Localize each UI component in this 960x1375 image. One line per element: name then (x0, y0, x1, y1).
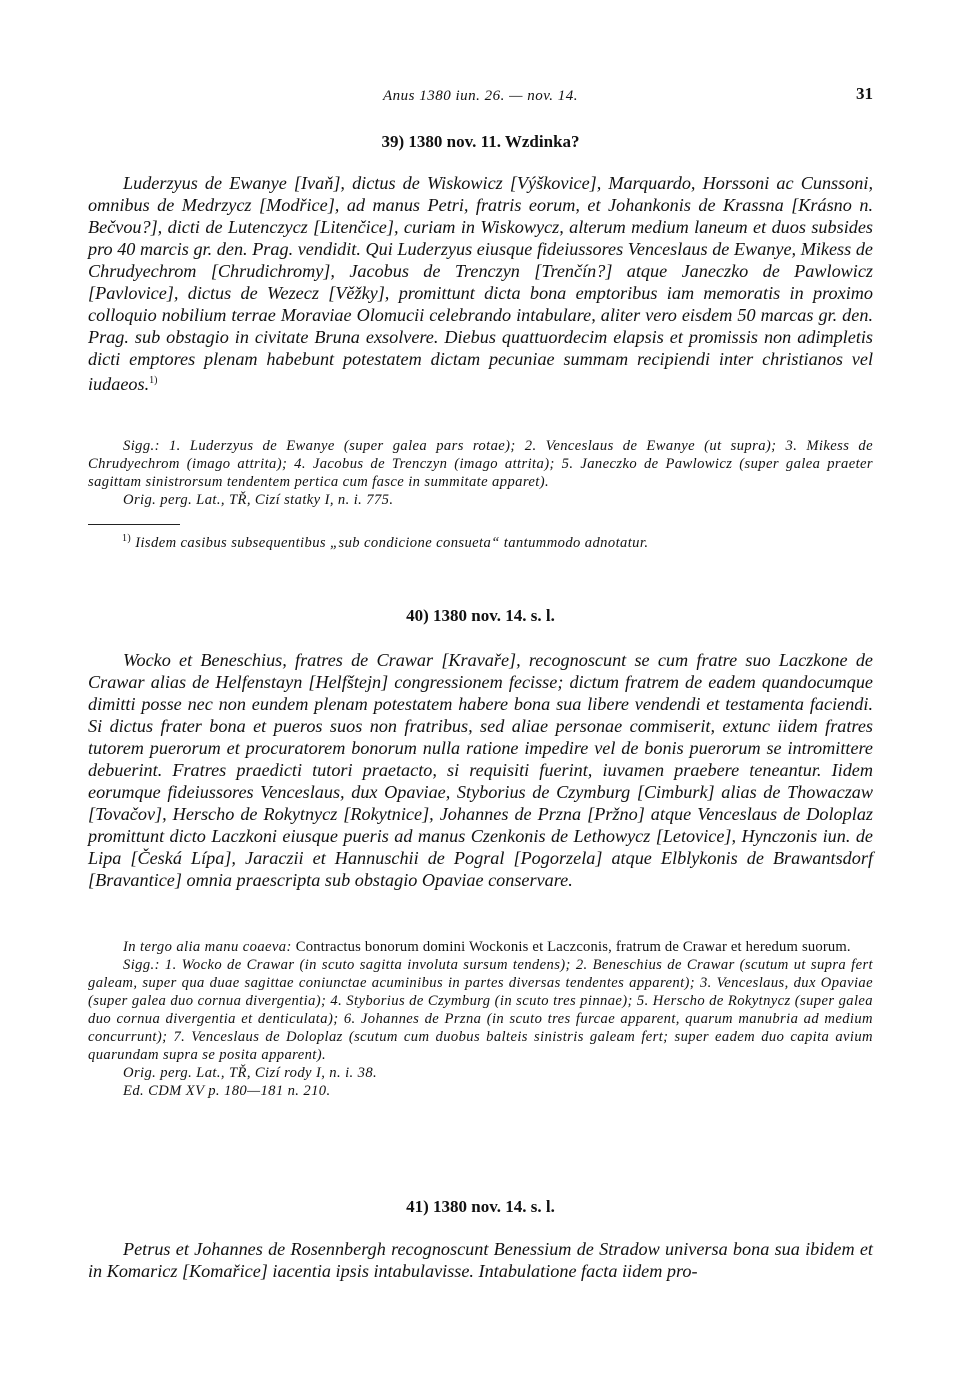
sigg-text: 1. Wocko de Crawar (in scuto sagitta involuta sursum tendens); 2. Beneschius de Crawar (scutum ut supra fert galeam, super qua duae sagittae coniunctae acuminibus in partes diversas tendentes apparent); 3. Venceslaus, dux Opaviae (super galea duo cornua divergentia); 4. Styborius de Czymburg (in scuto tres pinnae); 5. Herscho de Rokytnycz (super galea duo cornua divergentia et denticulata); 6. Johannes de Przna (in scuto tres furcae apparent, quarum manubria ad medium concurrunt); 7. Venceslaus de Doloplaz (scutum cum duobus balteis sinistris galeam fert; super eadem duo capita avium quarundam supra se posita apparent). (88, 957, 873, 1063)
entry-heading-41: 41) 1380 nov. 14. s. l. (406, 1197, 555, 1216)
tergo-text: Contractus bonorum domini Wockonis et Laczconis, fratrum de Crawar et heredum suorum. (295, 939, 851, 955)
page-header (88, 84, 873, 108)
entry-text-39-content: Luderzyus de Ewanye [Ivaň], dictus de Wiskowicz [Výškovice], Marquardo, Horssoni ac Cunssoni, omnibus de Medrzycz [Modřice], ad manus Petri, fratris eorum, et Johankonis de Krassna [Krásno n. Bečvou?], dicti de Lutenczycz [Litenčice], curiam in Wiskowycz, alterum medium laneum et duos subsides pro 40 marcis gr. den. Prag. vendidit. Qui Luderzyus eiusque fideiussores Venceslaus de Ewanye, Mikess de Chrudyechrom [Chrudichromy], Jacobus de Trenczyn [Trenčín?] atque Janeczko de Pawlowicz [Pavlovice], dictus de Wezecz [Věžky], promittunt dicta bona emptoribus iam memoratis in proximo colloquio nobilium terrae Moraviae Olomucii celebrando intabulare, aliter vero eisdem 50 marcas gr. den. Prag. sub obstagio in civitate Bruna exsolvere. Diebus quattuordecim elapsis et promissis non adimpletis dicti emptores plenam habebunt potestatem dictam pecuniae summam recipiendi inter christianos vel iudaeos. (88, 173, 873, 395)
edition-note: Ed. CDM XV p. 180—181 n. 210. (123, 1083, 331, 1099)
sigg-note-39 (88, 437, 873, 509)
footnote-rule (88, 524, 180, 525)
entry-text-39 (88, 172, 873, 395)
tergo-label: In tergo alia manu coaeva: (123, 939, 292, 955)
entry-heading-40: 40) 1380 nov. 14. s. l. (406, 606, 555, 625)
notes-40 (88, 938, 873, 1100)
sigg-label: Sigg.: (123, 438, 160, 454)
source-note: Orig. perg. Lat., TŘ, Cizí statky I, n. i. 775. (123, 492, 394, 508)
footnote-number: 1) (122, 533, 132, 544)
running-title: Anus 1380 iun. 26. — nov. 14. (382, 88, 579, 104)
page-number: 31 (856, 84, 873, 103)
sigg-text: 1. Luderzyus de Ewanye (super galea pars rotae); 2. Venceslaus de Ewanye (ut supra); 3. Mikess de Chrudyechrom (imago attrita); 4. Jacobus de Trenczyn (imago attrita); 5. Janeczko de Pawlowicz (super galea praeter sagittam sinistrorsum tendentem pertica cum fasce in summitate apparet). (88, 438, 873, 490)
entry-text-41 (88, 1238, 873, 1282)
footnote (122, 533, 873, 552)
footnote-marker: 1) (149, 375, 158, 386)
entry-text-40-content: Wocko et Beneschius, fratres de Crawar [Kravaře], recognoscunt se cum fratre suo Laczkone de Crawar alias de Helfenstayn [Helfštejn] congressionem fecisse; dictum fratrem de eadem quandocumque dimitti posse nec non eundem plenam potestatem habere bona sua libere vendendi et testamenta faciendi. Si dictus frater bona et pueros suos non fratribus, sed aliae personae commiserit, extunc iidem fratres tutorem puerorum et procuratorem bonorum nulla ratione impedire vel de bonis puerorum se intromittere debuerint. Fratres praedicti tutori praetacto, si requisiti fuerint, iuvamen praebere teneantur. Iidem eorumque fideiussores Venceslaus, dux Opaviae, Styborius de Czymburg [Cimburk] alias de Thowaczaw [Tovačov], Herscho de Rokytnycz [Rokytnice], Johannes de Przna [Pržno] atque Venceslaus de Doloplaz promittunt dicto Laczkoni eiusque pueris ad manus Czenkonis de Lethowycz [Letovice], Hynczonis iun. de Lipa [Česká Lípa], Jaraczii et Hannuschii de Pogral [Pogorzela] atque Elblykonis de Brawantsdorf [Bravantice] omnia praescripta sub obstagio Opaviae conservare. (88, 650, 873, 890)
entry-text-40 (88, 649, 873, 891)
entry-heading-39: 39) 1380 nov. 11. Wzdinka? (381, 132, 580, 151)
source-note: Orig. perg. Lat., TŘ, Cizí rody I, n. i. 38. (123, 1065, 378, 1081)
footnote-text: Iisdem casibus subsequentibus „sub condicione consueta“ tantummodo adnotatur. (135, 534, 649, 551)
sigg-label: Sigg.: (123, 957, 160, 973)
entry-text-41-content: Petrus et Johannes de Rosennbergh recognoscunt Benessium de Stradow universa bona sua ibidem et in Komaricz [Komařice] iacentia ipsis intabulavisse. Intabulatione facta iidem pro- (88, 1239, 873, 1281)
